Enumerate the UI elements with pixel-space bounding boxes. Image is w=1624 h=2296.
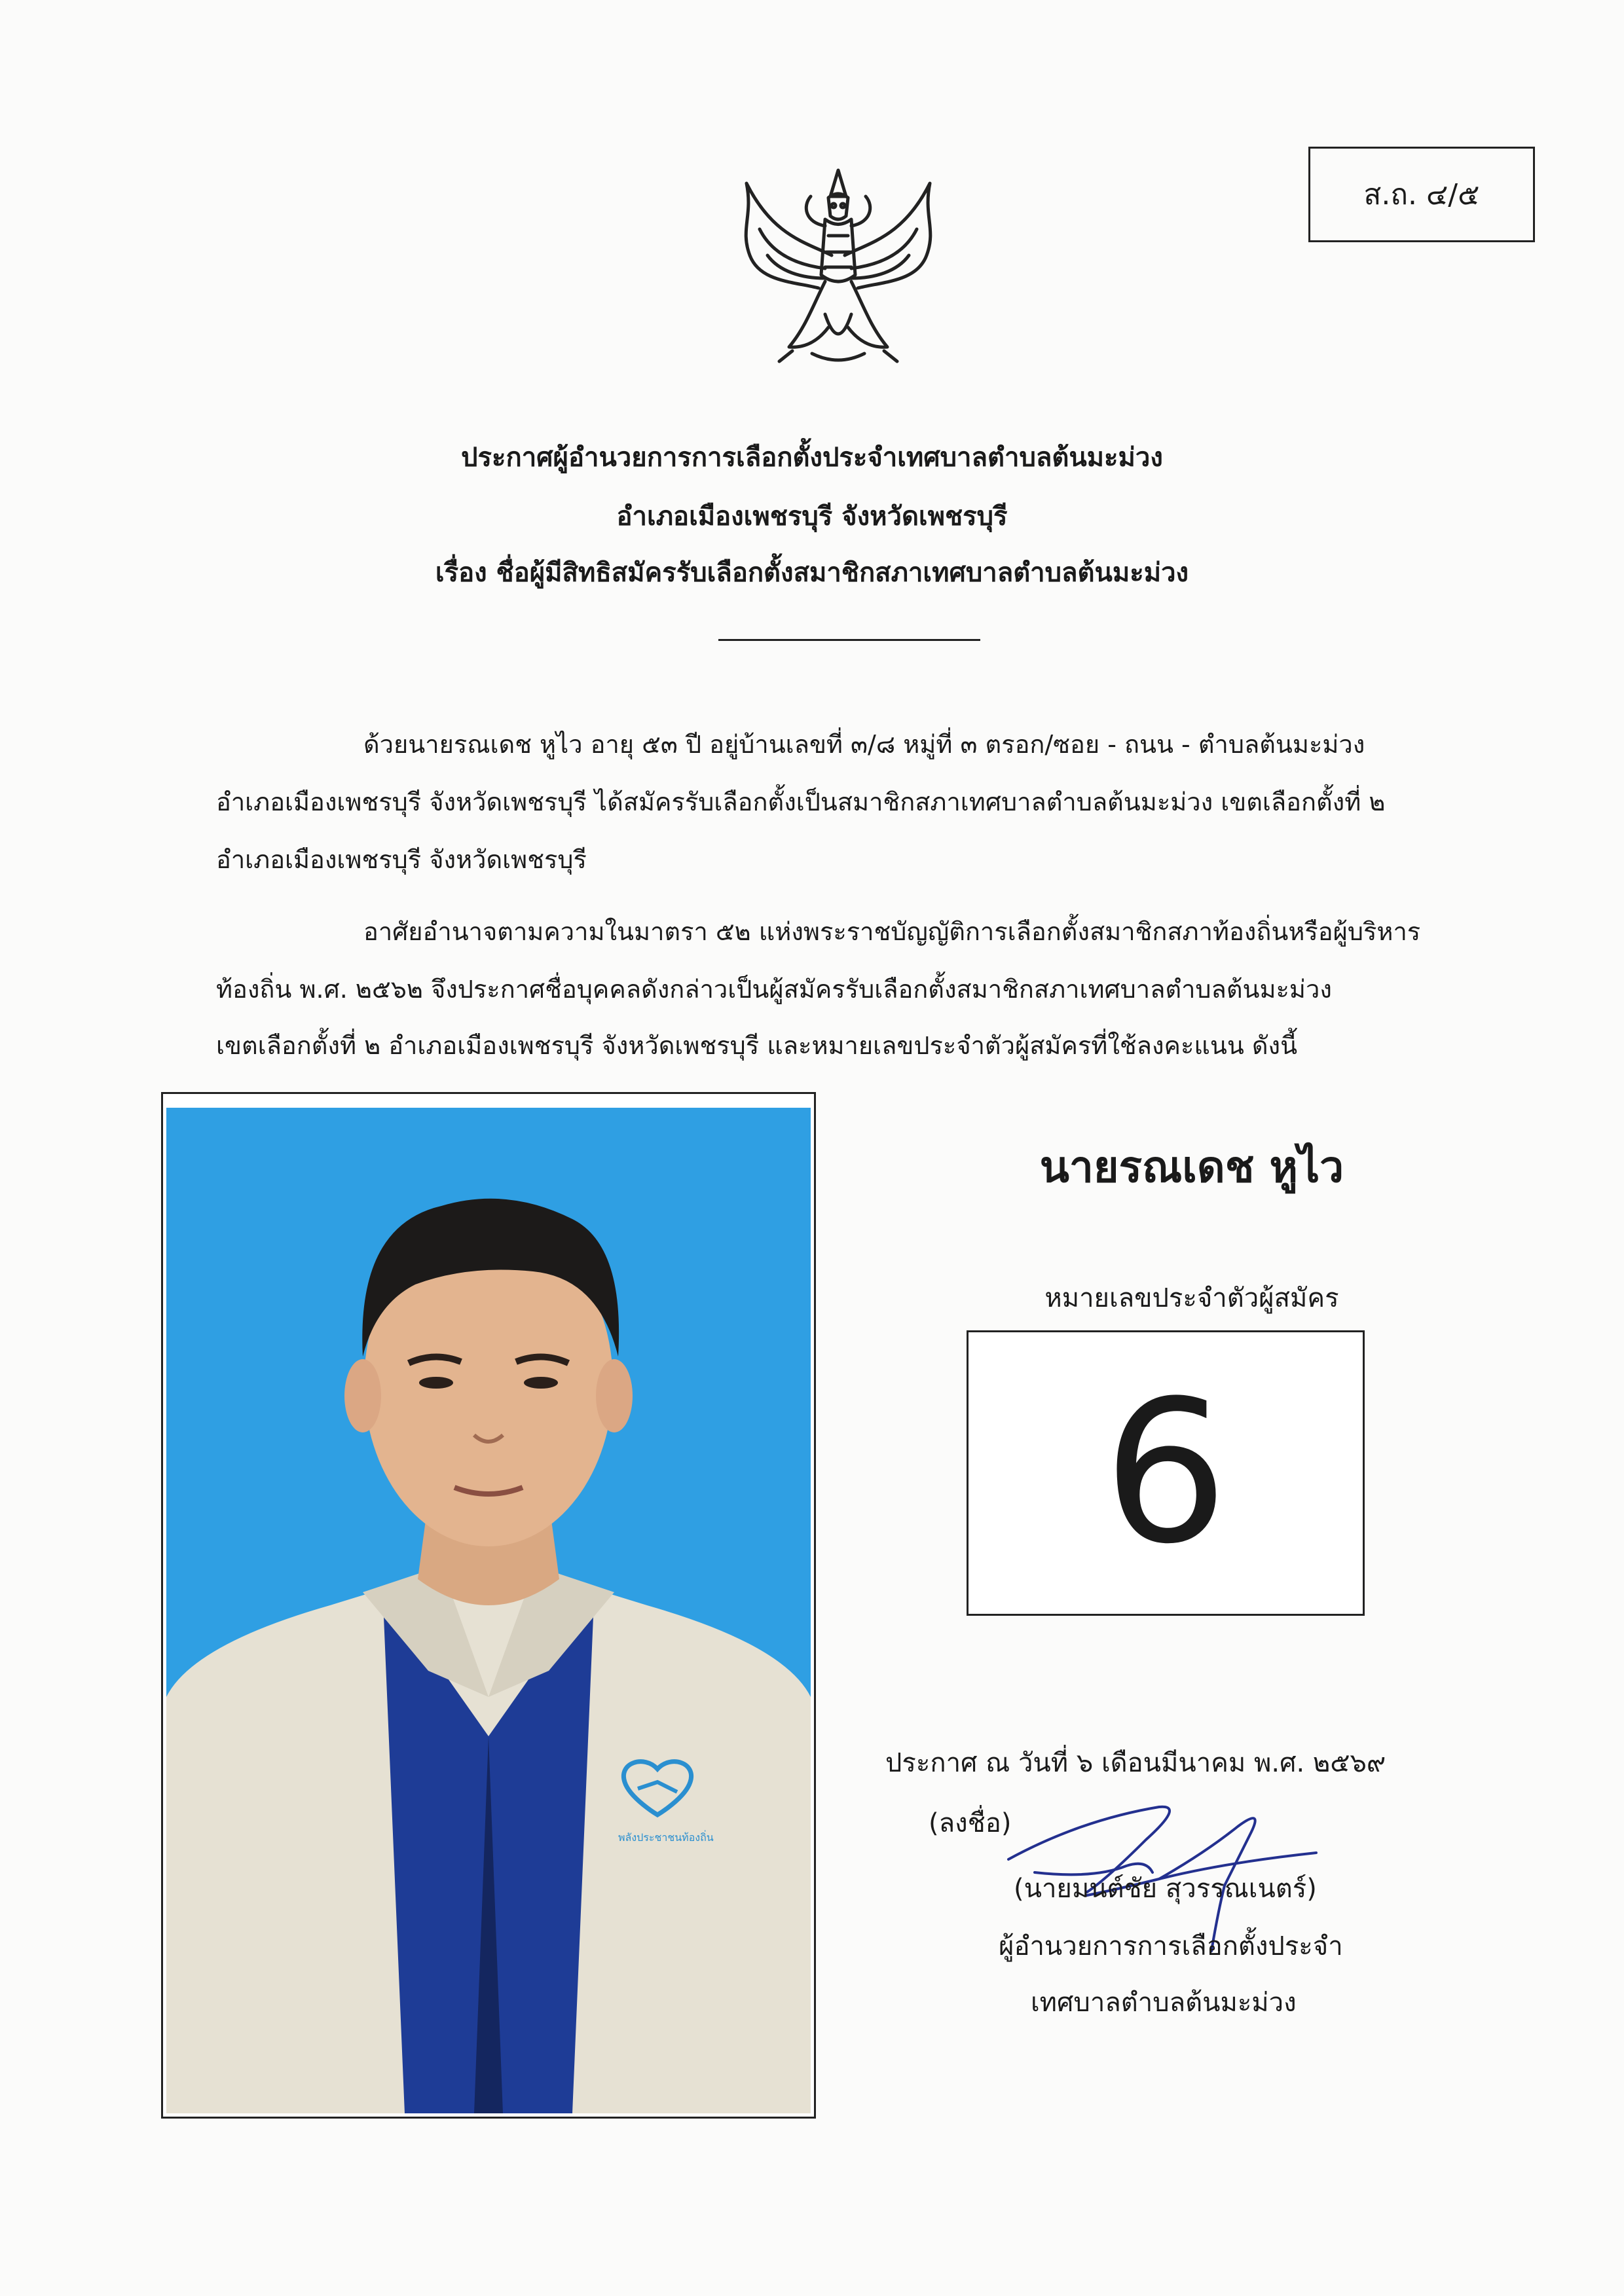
announce-date: ประกาศ ณ วันที่ ๖ เดือนมีนาคม พ.ศ. ๒๕๖๙ <box>885 1748 1386 1778</box>
candidate-number-label: หมายเลขประจำตัวผู้สมัคร <box>1044 1283 1339 1313</box>
signer-title-line: เทศบาลตำบลต้นมะม่วง <box>1031 1988 1297 2018</box>
candidate-number-box <box>967 1330 1365 1616</box>
shirt-logo-text: พลังประชาชนท้องถิ่น <box>618 1831 714 1844</box>
paragraph2-line: ท้องถิ่น พ.ศ. ๒๕๖๒ จึงประกาศชื่อบุคคลดังกล่าวเป็นผู้สมัครรับเลือกตั้งสมาชิกสภาเทศบาลตำบลต้นมะม่วง <box>216 975 1332 1004</box>
title-divider <box>718 639 980 641</box>
paragraph2-line: เขตเลือกตั้งที่ ๒ อำเภอเมืองเพชรบุรี จังหวัดเพชรบุรี และหมายเลขประจำตัวผู้สมัครที่ใช้ลงคะแนน ดังนี้ <box>216 1031 1298 1060</box>
form-code: ส.ถ. ๔/๕ <box>1363 178 1480 211</box>
signer-title-line: ผู้อำนวยการการเลือกตั้งประจำ <box>999 1931 1343 1961</box>
candidate-number: 6 <box>1103 1358 1228 1587</box>
paragraph1-line: ด้วยนายรณเดช หูไว อายุ ๕๓ ปี อยู่บ้านเลขที่ ๓/๘ หมู่ที่ ๓ ตรอก/ซอย - ถนน - ตำบลต้นมะม่วง <box>363 730 1365 759</box>
paragraph2-line: อาศัยอำนาจตามความในมาตรา ๕๒ แห่งพระราชบัญญัติการเลือกตั้งสมาชิกสภาท้องถิ่นหรือผู้บริหาร <box>363 917 1421 946</box>
subject-line: เรื่อง ชื่อผู้มีสิทธิสมัครรับเลือกตั้งสมาชิกสภาเทศบาลตำบลต้นมะม่วง <box>435 558 1189 588</box>
form-code-box <box>1308 147 1535 242</box>
signer-name: (นายมนต์ชัย สุวรรณเนตร์) <box>1014 1874 1317 1904</box>
announcement-title: ประกาศผู้อำนวยการการเลือกตั้งประจำเทศบาลตำบลต้นมะม่วง <box>461 443 1163 473</box>
candidate-photo <box>166 1108 811 2113</box>
paragraph1-line: อำเภอเมืองเพชรบุรี จังหวัดเพชรบุรี <box>216 845 587 874</box>
paragraph1-line: อำเภอเมืองเพชรบุรี จังหวัดเพชรบุรี ได้สมัครรับเลือกตั้งเป็นสมาชิกสภาเทศบาลตำบลต้นมะม่วง เขตเลือกตั้งที่ ๒ <box>216 788 1386 816</box>
garuda-emblem-icon <box>733 157 943 373</box>
district-line: อำเภอเมืองเพชรบุรี จังหวัดเพชรบุรี <box>616 501 1008 532</box>
signed-label: (ลงชื่อ) <box>929 1808 1012 1838</box>
candidate-name: นายรณเดช หูไว <box>1039 1142 1344 1192</box>
